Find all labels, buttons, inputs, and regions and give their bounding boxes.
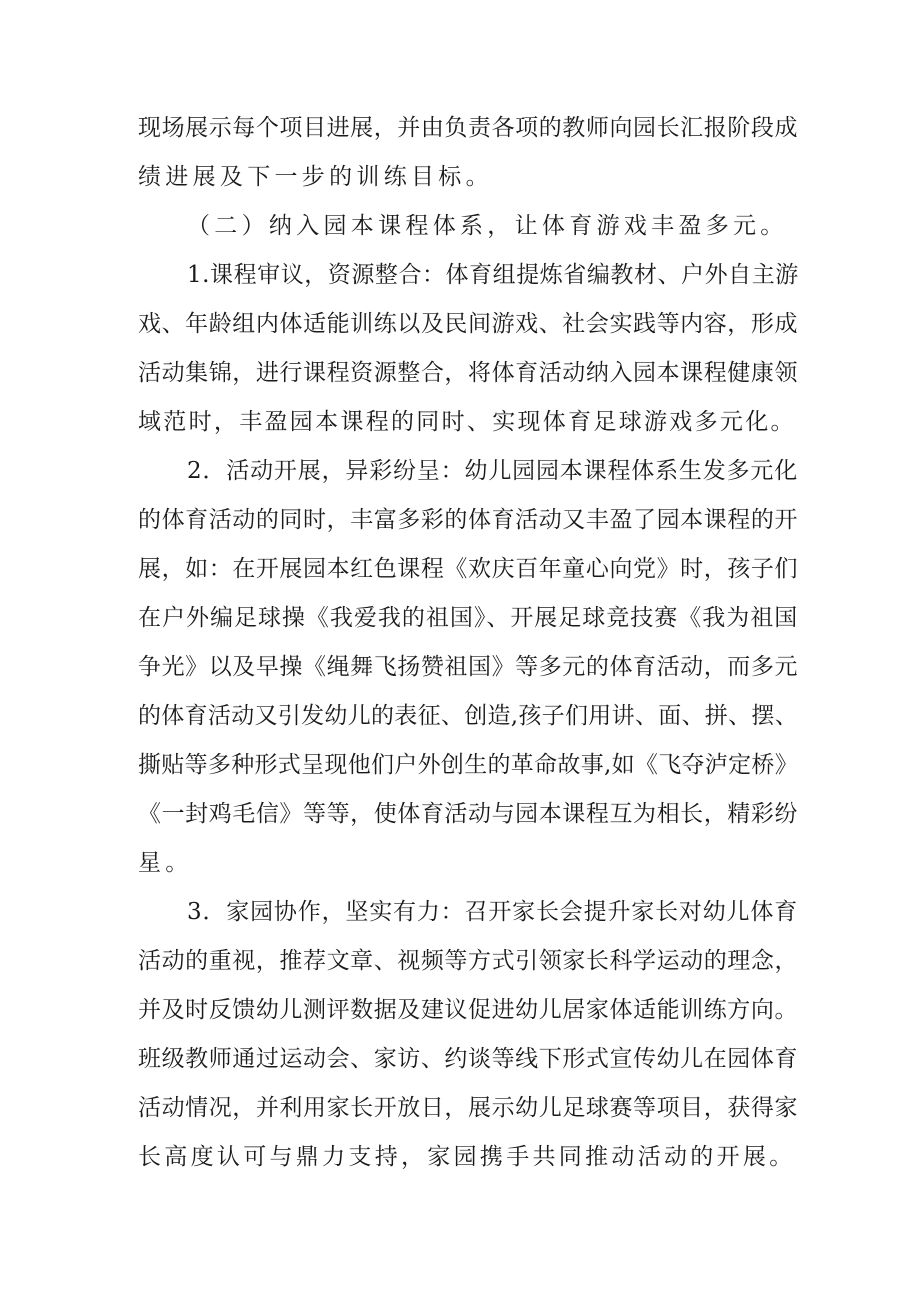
paragraph-line: 的体育活动的同时，丰富多彩的体育活动又丰盈了园本课程的开	[138, 507, 798, 533]
paragraph-line: 星。	[138, 850, 193, 876]
paragraph-line: 活动的重视，推荐文章、视频等方式引领家长科学运动的理念，	[138, 948, 798, 974]
paragraph-line: 展，如：在开展园本红色课程《欢庆百年童心向党》时，孩子们	[138, 556, 798, 582]
paragraph-line: 活动集锦，进行课程资源整合，将体育活动纳入园本课程健康领	[138, 360, 798, 386]
paragraph-line: 班级教师通过运动会、家访、约谈等线下形式宣传幼儿在园体育	[138, 1046, 798, 1072]
paragraph-line: 2．活动开展，异彩纷呈：幼儿园园本课程体系生发多元化	[187, 458, 798, 484]
paragraph-line: 《一封鸡毛信》等等，使体育活动与园本课程互为相长，精彩纷	[138, 801, 798, 827]
paragraph-line: 撕贴等多种形式呈现他们户外创生的革命故事,如《飞夺泸定桥》	[138, 752, 799, 778]
paragraph-line: 争光》以及早操《绳舞飞扬赞祖国》等多元的体育活动，而多元	[138, 654, 798, 680]
paragraph-line: 现场展示每个项目进展，并由负责各项的教师向园长汇报阶段成	[138, 115, 798, 141]
paragraph-line: 绩进展及下一步的训练目标。	[138, 164, 493, 190]
paragraph-line: 的体育活动又引发幼儿的表征、创造,孩子们用讲、面、拼、摆、	[138, 703, 799, 729]
paragraph-line: 并及时反馈幼儿测评数据及建议促进幼儿居家体适能训练方向。	[138, 997, 798, 1023]
paragraph-line: 域范时，丰盈园本课程的同时、实现体育足球游戏多元化。	[138, 409, 796, 435]
section-heading: （二）纳入园本课程体系，让体育游戏丰盈多元。	[187, 213, 788, 239]
paragraph-line: 活动情况，并利用家长开放日，展示幼儿足球赛等项目，获得家	[138, 1095, 798, 1121]
paragraph-line: 长高度认可与鼎力支持，家园携手共同推动活动的开展。	[138, 1144, 796, 1170]
paragraph-line: 在户外编足球操《我爱我的祖国》、开展足球竞技赛《我为祖国	[138, 605, 798, 631]
paragraph-line: 1.课程审议，资源整合：体育组提炼省编教材、户外自主游	[187, 262, 799, 288]
paragraph-line: 戏、年龄组内体适能训练以及民间游戏、社会实践等内容，形成	[138, 311, 798, 337]
paragraph-line: 3．家园协作，坚实有力：召开家长会提升家长对幼儿体育	[187, 899, 798, 925]
